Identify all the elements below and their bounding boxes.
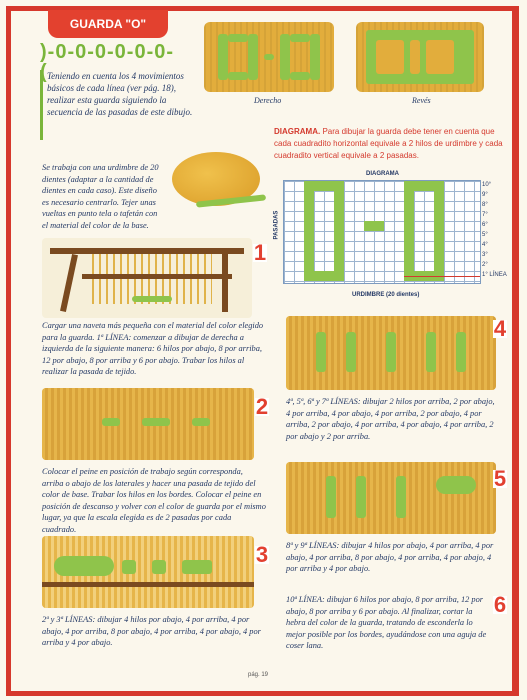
intro-text: Teniendo en cuenta los 4 movimientos básicos de cada línea (ver pág. 18), realizar esta guarda siguiendo la secuencia de las pasadas de este dibujo. — [40, 70, 197, 140]
step-5-text: 8ª y 9ª LÍNEAS: dibujar 4 hilos por abajo, 4 por arriba, 4 por abajo, 4 por arriba, 8 por abajo, 4 por arriba, 4 por abajo, 4 por arriba y 4 por abajo. — [286, 541, 494, 573]
step-4-photo — [286, 316, 496, 390]
row-label-2: 2° — [482, 262, 488, 268]
first-line-marker — [404, 276, 480, 277]
step-5-number: 5 — [493, 466, 507, 491]
diagram-instructions — [274, 126, 506, 162]
diagram-lead: DIAGRAMA. — [274, 127, 321, 136]
row-label-4: 4° — [482, 242, 488, 248]
step-2-number: 2 — [255, 394, 269, 419]
row-label-8: 8° — [482, 202, 488, 208]
step-4-number: 4 — [493, 316, 507, 341]
step-1-text: Cargar una naveta más pequeña con el material del color elegido para la guarda. 1ª LÍNEA: comenzar a dibujar de derecha a izquierda de la siguiente manera: 6 hilos por abajo, 8 por arriba, 12 por abajo, 8 por arriba y 6 por abajo. Trabar los hilos al realizar la pasada de tejido. — [42, 321, 264, 376]
step-3-text: 2ª y 3ª LÍNEAS: dibujar 4 hilos por abajo, 4 por arriba, 4 por abajo, 4 por arriba, 8 por abajo, 4 por arriba, 4 por abajo, 4 por arriba y 4 por abajo. — [42, 615, 261, 647]
step-6-number: 6 — [493, 592, 507, 617]
step-1-photo — [42, 238, 252, 318]
step-2-photo — [42, 388, 254, 460]
sample-back-photo — [356, 22, 484, 92]
row-label-10: 10° — [482, 182, 492, 188]
row-label-6: 6° — [482, 222, 488, 228]
pattern-grid — [283, 180, 481, 284]
section-title-tab: GUARDA "O" — [48, 10, 168, 38]
step-4-text: 4ª, 5ª, 6ª y 7ª LÍNEAS: dibujar 2 hilos por arriba, 2 por abajo, 4 por arriba, 4 por abajo, 4 por arriba, 2 por abajo, 4 por arriba, 2 por abajo, 4 por arriba, 4 por abajo, 4 por arriba, 2 por abajo y 2 por arriba. — [286, 397, 495, 441]
row-label-9: 9° — [482, 192, 488, 198]
row-label-1: 1° LÍNEA — [482, 272, 507, 278]
grid-side-label: PASADAS — [273, 210, 280, 240]
step-6-text: 10ª LÍNEA: dibujar 6 hilos por abajo, 8 por arriba, 12 por abajo, 8 por arriba y 6 por abajo. Al finalizar, cortar la hebra del color de la guarda, tratando de esconderla lo mejor posible por los bordes, ayudándose con una aguja de coser lana. — [286, 595, 487, 650]
row-label-3: 3° — [482, 252, 488, 258]
row-label-7: 7° — [482, 212, 488, 218]
sample-front-photo — [204, 22, 334, 92]
grid-bottom-label: URDIMBRE (20 dientes) — [352, 292, 420, 298]
row-label-5: 5° — [482, 232, 488, 238]
grid-title: DIAGRAMA — [366, 171, 399, 177]
motif-glyph-row: )-0-0-0-0-0-0-( — [40, 41, 175, 83]
step-5-photo — [286, 462, 496, 534]
step-1-number: 1 — [253, 240, 267, 265]
step-3-number: 3 — [255, 542, 269, 567]
step-2-text: Colocar el peine en posición de trabajo según corresponda, arriba o abajo de los laterales y hacer una pasada de tejido del color de base. Trabar los hilos en los bordes. Colocar el peine en posición de descanso y volver con el color de guarda por el mismo lugar, ya que la escala elegida es de 2 pasadas por cada cuadrado. — [42, 467, 266, 534]
diagram-text: Para dibujar la guarda debe tener en cuenta que cada cuadradito horizontal equivale a 2 hilos de urdimbre y cada cuadradito vertical equivale a 2 pasadas. — [274, 127, 503, 160]
caption-reves: Revés — [412, 96, 431, 105]
warp-instructions: Se trabaja con una urdimbre de 20 dientes (adaptar a la cantidad de dientes en cada caso). Este diseño es necesario centrarlo. Tejer unas vueltas en punto tela o tafetán con el material del color de la base. — [42, 163, 159, 230]
step-3-photo — [42, 536, 254, 608]
caption-derecho: Derecho — [254, 96, 282, 105]
page-number: pág. 19 — [248, 672, 269, 678]
